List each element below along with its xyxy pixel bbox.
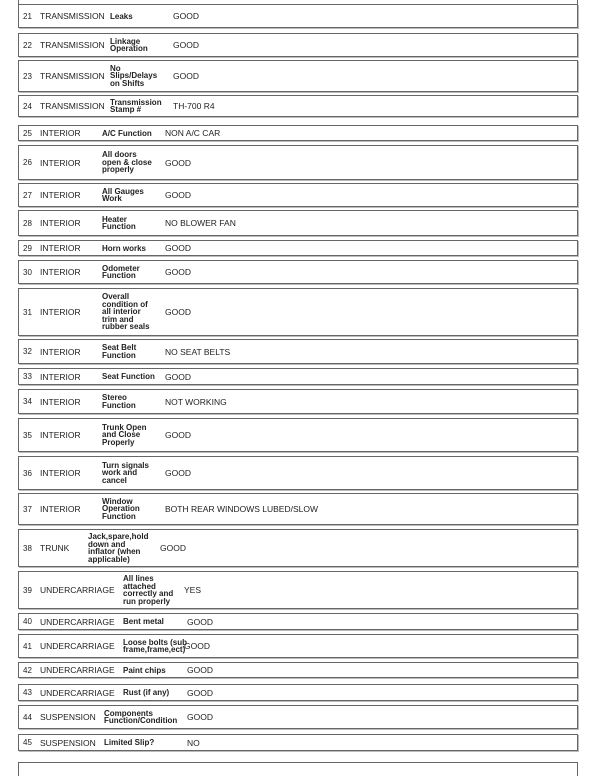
row-number: 31 <box>23 307 32 317</box>
row-category: INTERIOR <box>40 468 81 478</box>
inspection-row <box>18 571 578 609</box>
row-status: GOOD <box>165 371 191 382</box>
inspection-row <box>18 734 578 751</box>
row-item: Turn signals work and cancel <box>102 460 149 485</box>
row-item: Odometer Function <box>102 263 140 280</box>
inspection-row <box>18 368 578 385</box>
row-item: Components Function/Condition <box>104 708 178 725</box>
row-status: GOOD <box>165 157 191 168</box>
row-item: Horn works <box>102 243 147 253</box>
row-item: Rust (if any) <box>123 688 170 697</box>
inspection-row <box>18 60 578 92</box>
row-category: UNDERCARRIAGE <box>40 687 115 698</box>
row-number: 42 <box>23 665 32 675</box>
row-status: GOOD <box>173 40 199 50</box>
row-status: GOOD <box>165 267 191 277</box>
row-number: 22 <box>23 40 32 50</box>
row-item: Jack,spare,hold down and inflator (when applicable) <box>88 532 149 564</box>
row-status: GOOD <box>165 307 191 317</box>
row-category: INTERIOR <box>40 190 81 200</box>
row-number: 34 <box>23 397 32 406</box>
row-category: TRANSMISSION <box>40 40 105 50</box>
row-item: Stereo Function <box>102 393 136 410</box>
row-number: 30 <box>23 267 32 277</box>
inspection-row <box>18 662 578 678</box>
row-status: NO <box>187 737 200 748</box>
inspection-row <box>18 33 578 57</box>
row-category: INTERIOR <box>40 346 81 357</box>
row-status: NO SEAT BELTS <box>165 346 231 357</box>
inspection-row <box>18 95 578 117</box>
row-status: GOOD <box>160 543 186 553</box>
row-status: NO BLOWER FAN <box>165 218 236 228</box>
row-category: INTERIOR <box>40 430 81 440</box>
row-item: Transmission Stamp # <box>110 97 162 114</box>
row-number: 36 <box>23 468 32 478</box>
row-item: Paint chips <box>123 665 166 675</box>
row-number: 27 <box>23 190 32 200</box>
inspection-row <box>18 145 578 180</box>
row-status: YES <box>184 585 202 595</box>
row-category: TRANSMISSION <box>40 71 105 81</box>
row-item: A/C Function <box>102 128 152 138</box>
row-status: NOT WORKING <box>165 396 227 407</box>
row-item: Limited Slip? <box>104 738 155 747</box>
row-number: 29 <box>23 243 32 253</box>
inspection-row <box>18 456 578 490</box>
row-status: GOOD <box>173 11 199 21</box>
row-category: UNDERCARRIAGE <box>40 641 115 651</box>
inspection-row <box>18 389 578 414</box>
row-category: INTERIOR <box>40 243 81 253</box>
row-category: INTERIOR <box>40 128 81 138</box>
row-number: 43 <box>23 688 32 697</box>
row-number: 45 <box>23 738 32 747</box>
row-status: GOOD <box>165 190 191 200</box>
row-category: TRANSMISSION <box>40 101 105 111</box>
row-category: INTERIOR <box>40 504 81 514</box>
inspection-row <box>18 493 578 525</box>
row-status: NON A/C CAR <box>165 128 221 138</box>
row-number: 41 <box>23 641 32 651</box>
row-status: GOOD <box>165 243 191 253</box>
row-number: 32 <box>23 347 32 356</box>
row-category: INTERIOR <box>40 307 81 317</box>
row-item: Seat Function <box>102 372 155 381</box>
row-category: SUSPENSION <box>40 737 96 748</box>
row-status: GOOD <box>184 641 210 651</box>
row-category: INTERIOR <box>40 267 81 277</box>
inspection-row <box>18 240 578 256</box>
row-category: SUSPENSION <box>40 712 96 722</box>
inspection-row <box>18 339 578 364</box>
row-item: Loose bolts (sub frame,frame,ect) <box>123 637 187 654</box>
row-status: TH-700 R4 <box>173 101 215 111</box>
row-status: GOOD <box>187 616 213 627</box>
row-number: 21 <box>23 11 32 21</box>
row-number: 39 <box>23 585 32 595</box>
row-category: UNDERCARRIAGE <box>40 616 115 627</box>
row-number: 37 <box>23 504 32 514</box>
row-status: GOOD <box>165 430 191 440</box>
inspection-row <box>18 705 578 729</box>
row-category: INTERIOR <box>40 371 81 382</box>
inspection-row <box>18 210 578 236</box>
row-status: BOTH REAR WINDOWS LUBED/SLOW <box>165 504 319 514</box>
row-number: 25 <box>23 128 32 138</box>
inspection-row <box>18 529 578 567</box>
row-number: 44 <box>23 712 32 722</box>
row-item: Trunk Open and Close Properly <box>102 422 147 447</box>
row-item: All lines attached correctly and run properly <box>123 574 174 606</box>
row-status: GOOD <box>187 687 213 698</box>
row-number: 35 <box>23 430 32 440</box>
row-status: GOOD <box>165 468 191 478</box>
inspection-row <box>18 613 578 630</box>
row-item: No Slips/Delays on Shifts <box>110 63 158 88</box>
row-item: All doors open & close properly <box>102 150 152 175</box>
table-next-row-edge <box>18 762 578 776</box>
row-status: GOOD <box>187 712 213 722</box>
inspection-row <box>18 260 578 284</box>
inspection-row <box>18 418 578 452</box>
row-number: 26 <box>23 158 32 167</box>
row-category: UNDERCARRIAGE <box>40 585 115 595</box>
row-category: INTERIOR <box>40 218 81 228</box>
row-item: All Gauges Work <box>102 186 144 203</box>
row-item: Bent metal <box>123 617 164 626</box>
row-number: 40 <box>23 617 32 626</box>
inspection-row <box>18 634 578 658</box>
row-category: INTERIOR <box>40 157 81 168</box>
row-category: TRUNK <box>40 543 70 553</box>
row-item: Overall condition of all interior trim and rubber seals <box>102 292 150 332</box>
inspection-row <box>18 4 578 28</box>
row-item: Window Operation Function <box>102 496 140 521</box>
row-status: GOOD <box>187 665 213 675</box>
row-number: 23 <box>23 71 32 81</box>
row-item: Leaks <box>110 11 133 21</box>
row-category: TRANSMISSION <box>40 11 105 21</box>
row-number: 38 <box>23 543 32 553</box>
row-number: 33 <box>23 372 32 381</box>
inspection-row <box>18 183 578 207</box>
row-status: GOOD <box>173 71 199 81</box>
row-item: Linkage Operation <box>110 36 148 53</box>
row-number: 28 <box>23 218 32 228</box>
inspection-row <box>18 684 578 701</box>
row-item: Seat Belt Function <box>102 343 137 360</box>
inspection-row <box>18 288 578 336</box>
row-number: 24 <box>23 101 32 111</box>
inspection-row <box>18 125 578 141</box>
row-category: INTERIOR <box>40 396 81 407</box>
row-category: UNDERCARRIAGE <box>40 665 115 675</box>
row-item: Heater Function <box>102 214 136 231</box>
